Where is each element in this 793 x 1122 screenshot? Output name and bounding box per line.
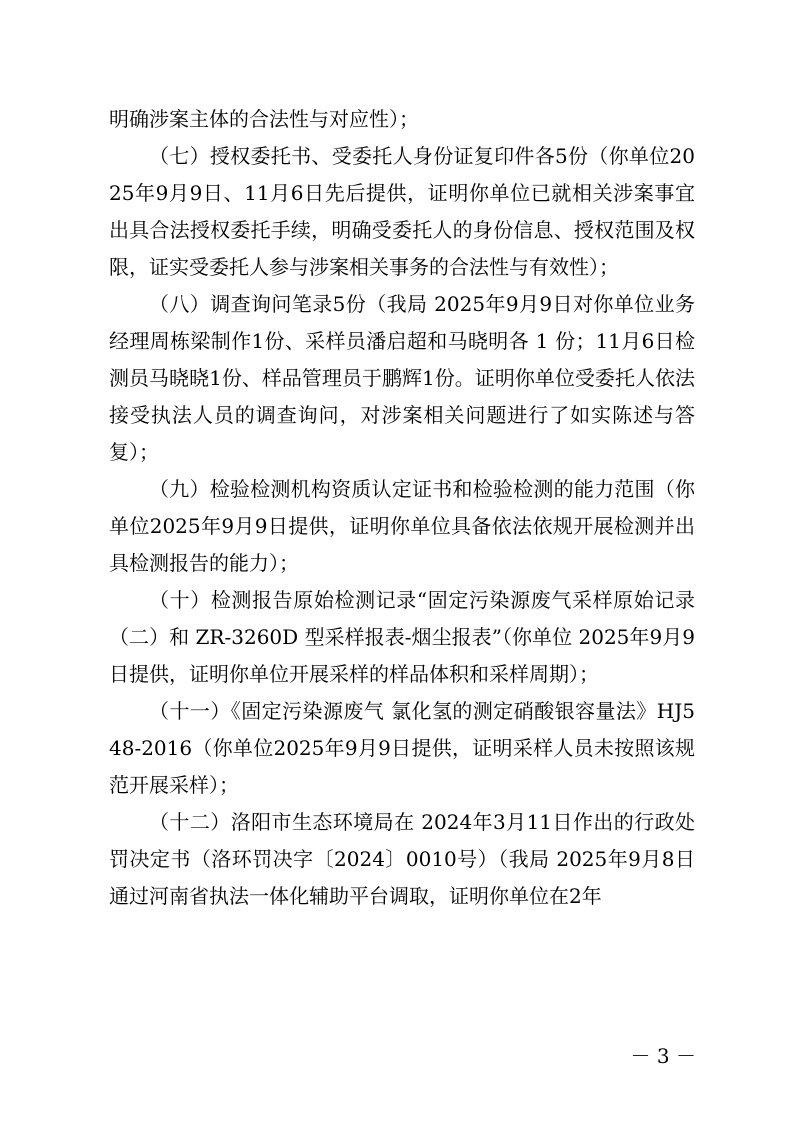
paragraph-item-10: （十）检测报告原始检测记录“固定污染源废气采样原始记录（二）和 ZR-3260D 型采样报表-烟尘报表”（你单位 2025年9月9日提供，证明你单位开展采样的样品体积和采样周期）； [109,588,695,686]
paragraph-item-11: （十一）《固定污染源废气 氯化氢的测定硝酸银容量法》HJ548-2016（你单位2025年9月9日提供，证明采样人员未按照该规范开展采样）； [109,699,695,797]
page-number: － 3 － [630,1044,696,1068]
paragraph-continuation: 明确涉案主体的合法性与对应性）； [109,107,419,131]
paragraph-item-12: （十二）洛阳市生态环境局在 2024年3月11日作出的行政处罚决定书（洛环罚决字〔2024〕0010号）（我局 2025年9月8日通过河南省执法一体化辅助平台调取，证明你单位在2年 [109,810,695,908]
paragraph-item-8: （八）调查询问笔录5份（我局 2025年9月9日对你单位业务经理周栋梁制作1份、采样员潘启超和马晓明各 1 份；11月6日检测员马晓晓1份、样品管理员于鹏辉1份。证明你单位受委托人依法接受执法人员的调查询问，对涉案相关问题进行了如实陈述与答复）； [109,292,695,464]
paragraph-item-7: （七）授权委托书、受委托人身份证复印件各5份（你单位2025年9月9日、11月6日先后提供，证明你单位已就相关涉案事宜出具合法授权委托手续，明确受委托人的身份信息、授权范围及权限，证实受委托人参与涉案相关事务的合法性与有效性）； [109,144,695,279]
paragraph-item-9: （九）检验检测机构资质认定证书和检验检测的能力范围（你单位2025年9月9日提供，证明你单位具备依法依规开展检测并出具检测报告的能力）； [109,477,695,575]
document-body [109,101,695,915]
